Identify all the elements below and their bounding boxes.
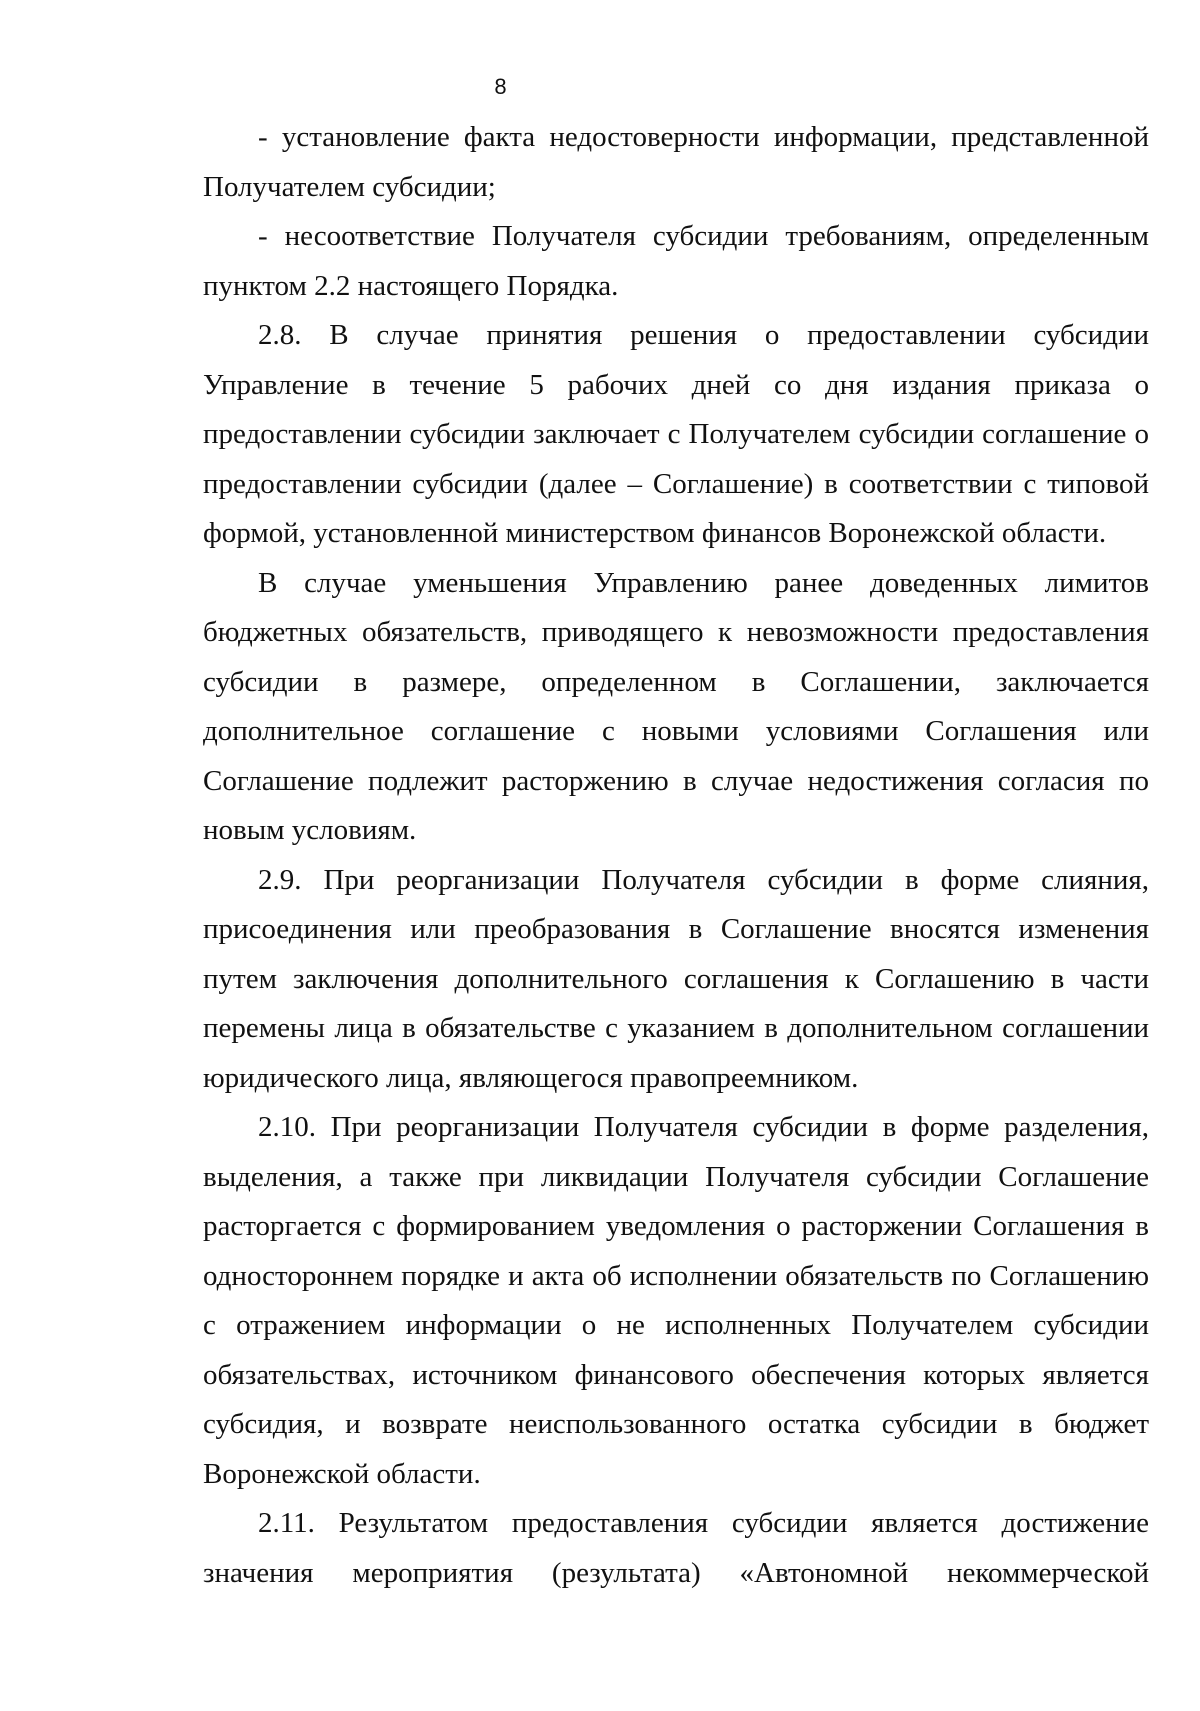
paragraph-2-11: 2.11. Результатом предоставления субсидии является достижение значения мероприятия (результата) «Автономной некоммерческой <box>203 1507 1149 1589</box>
page-number: 8 <box>494 74 507 99</box>
paragraph-2-9: 2.9. При реорганизации Получателя субсидии в форме слияния, присоединения или преобразования в Соглашение вносятся изменения путем заключения дополнительного соглашения к Соглашению в части перемены лица в обязательстве с указанием в дополнительном соглашении юридического лица, являющегося правопреемником. <box>203 863 1149 1094</box>
paragraph-bullet-2: - несоответствие Получателя субсидии требованиям, определенным пунктом 2.2 настоящего Порядка. <box>203 220 1149 302</box>
paragraph-2-10: 2.10. При реорганизации Получателя субсидии в форме разделения, выделения, а также при ликвидации Получателя субсидии Соглашение расторгается с формированием уведомления о расторжении Соглашения в одностороннем порядке и акта об исполнении обязательств по Соглашению с отражением информации о не исполненных Получателем субсидии обязательствах, источником финансового обеспечения которых является субсидия, и возврате неиспользованного остатка субсидии в бюджет Воронежской области. <box>203 1111 1149 1490</box>
paragraph-2-8-continued: В случае уменьшения Управлению ранее доведенных лимитов бюджетных обязательств, приводящего к невозможности предоставления субсидии в размере, определенном в Соглашении, заключается дополнительное соглашение с новыми условиями Соглашения или Соглашение подлежит расторжению в случае недостижения согласия по новым условиям. <box>203 566 1149 846</box>
document-body <box>203 113 1149 1598</box>
paragraph-bullet-1: - установление факта недостоверности информации, представленной Получателем субсидии; <box>203 121 1149 203</box>
paragraph-2-8: 2.8. В случае принятия решения о предоставлении субсидии Управление в течение 5 рабочих дней со дня издания приказа о предоставлении субсидии заключает с Получателем субсидии соглашение о предоставлении субсидии (далее – Соглашение) в соответствии с типовой формой, установленной министерством финансов Воронежской области. <box>203 319 1149 549</box>
